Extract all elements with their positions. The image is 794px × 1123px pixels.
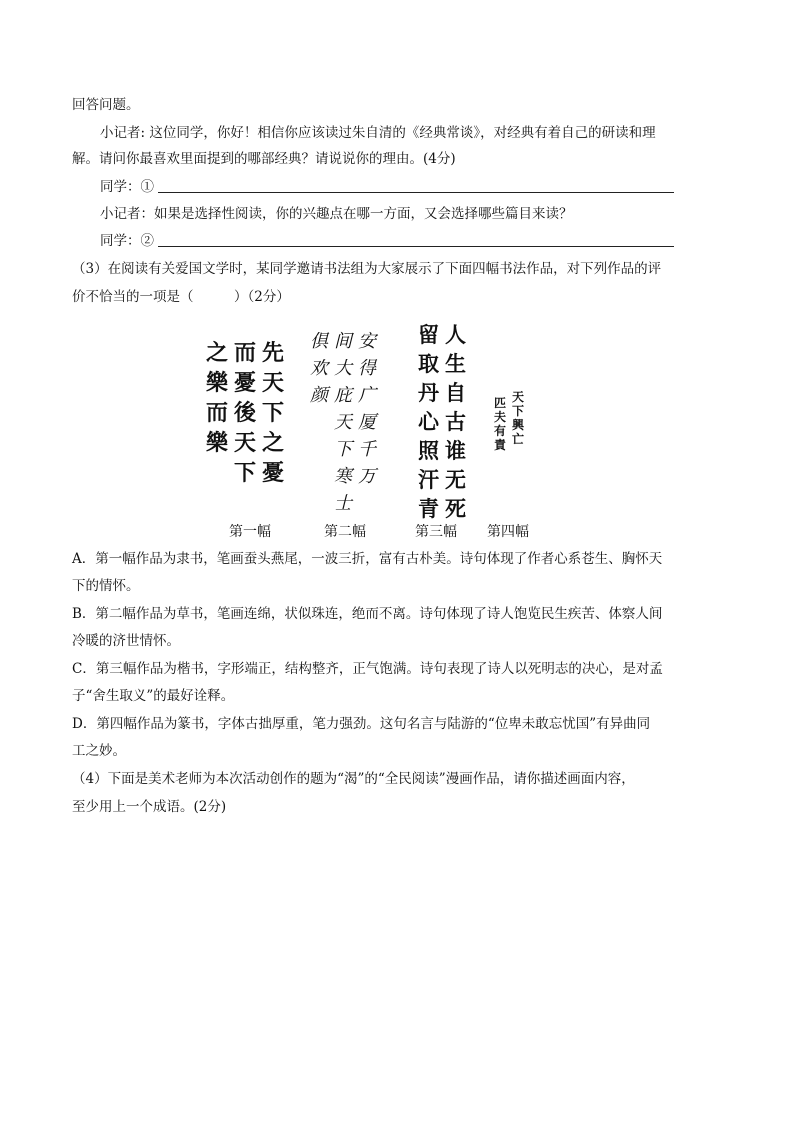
calligraphy-character: 夫 [493,410,506,424]
calligraphy-character: 下 [511,404,524,418]
calligraphy-character: 自 [445,380,466,405]
calligraphy-character: 生 [445,351,466,376]
option-d-cont: 工之妙。 [72,743,126,759]
calligraphy-character: 下 [261,400,284,426]
question-4-line: 至少用上一个成语。(2分) [72,799,227,815]
calligraphy-character: 興 [511,418,524,432]
calligraphy-character: 之 [261,430,284,456]
question-4-line: （4）下面是美术老师为本次活动创作的题为“渴”的“全民阅读”漫画作品，请你描述画面内容， [72,771,635,787]
calligraphy-column [492,396,508,452]
calligraphy-character: 而 [233,340,256,366]
calligraphy-character: 憂 [261,460,284,486]
calligraphy-work-1 [204,338,286,488]
calligraphy-character: 照 [418,438,439,463]
calligraphy-character: 天 [334,412,352,433]
question-3-line: 价不恰当的一项是（ ）（2分） [72,289,290,305]
answer-blank-2[interactable] [158,246,674,247]
calligraphy-character: 而 [205,400,228,426]
calligraphy-character: 庇 [334,385,352,406]
calligraphy-character: 大 [334,358,352,379]
option-c: C．第三幅作品为楷书，字形端正，结构整齐，正气饱满。诗句表现了诗人以死明志的决心，是对孟 [72,661,663,677]
calligraphy-character: 樂 [205,430,228,456]
calligraphy-character: 安 [358,331,376,352]
calligraphy-character: 谁 [445,438,466,463]
option-b: B．第二幅作品为草书，笔画连绵，状似珠连，绝而不离。诗句体现了诗人饱览民生疾苦、体察人间 [72,606,663,622]
calligraphy-character: 責 [493,438,506,452]
option-d: D．第四幅作品为篆书，字体古拙厚重，笔力强劲。这句名言与陆游的“位卑未敢忘忧国”有异曲同 [72,716,651,732]
calligraphy-character: 死 [445,496,466,521]
text-line: 回答问题。 [72,97,140,113]
calligraphy-character: 之 [205,340,228,366]
option-a: A．第一幅作品为隶书，笔画蚕头燕尾，一波三折，富有古朴美。诗句体现了作者心系苍生、胸怀天 [72,551,663,567]
calligraphy-character: 士 [334,493,352,514]
caption-work-3: 第三幅 [415,524,457,540]
calligraphy-character: 匹 [493,396,506,410]
calligraphy-character: 得 [358,358,376,379]
caption-work-2: 第二幅 [324,524,366,540]
calligraphy-character: 丹 [418,380,439,405]
calligraphy-character: 天 [233,430,256,456]
calligraphy-character: 欢 [310,358,328,379]
calligraphy-character: 憂 [233,370,256,396]
question-3-line: （3）在阅读有关爱国文学时，某同学邀请书法组为大家展示了下面四幅书法作品，对下列作品的评 [72,261,662,277]
calligraphy-character: 樂 [205,370,228,396]
calligraphy-character: 古 [445,409,466,434]
calligraphy-character: 寒 [334,466,352,487]
calligraphy-column [232,338,258,488]
option-b-cont: 冷暖的济世情怀。 [72,633,180,649]
calligraphy-character: 亡 [511,432,524,446]
calligraphy-character: 天 [511,390,524,404]
calligraphy-character: 无 [445,467,466,492]
answer-label-1: 同学：① [100,179,154,195]
calligraphy-character: 有 [493,424,506,438]
calligraphy-character: 後 [233,400,256,426]
calligraphy-character: 广 [358,385,376,406]
calligraphy-character: 取 [418,351,439,376]
calligraphy-work-2 [308,328,378,517]
calligraphy-character: 天 [261,370,284,396]
calligraphy-character: 下 [334,439,352,460]
calligraphy-column [332,328,354,517]
calligraphy-character: 颜 [310,385,328,406]
calligraphy-character: 下 [233,460,256,486]
calligraphy-character: 人 [445,322,466,347]
calligraphy-character: 厦 [358,412,376,433]
option-a-cont: 下的情怀。 [72,578,140,594]
calligraphy-column [204,338,230,488]
text-line: 小记者：如果是选择性阅读，你的兴趣点在哪一方面，又会选择哪些篇目来读？ [100,206,573,222]
text-line: 解。请问你最喜欢里面提到的哪部经典？请说说你的理由。(4分) [72,151,456,167]
calligraphy-column [443,320,468,523]
answer-blank-1[interactable] [158,192,674,193]
option-c-cont: 子“舍生取义”的最好诠释。 [72,688,235,704]
text-line: 小记者: 这位同学，你好！相信你应该读过朱自清的《经典常谈》，对经典有着自己的研读和理 [100,125,656,141]
calligraphy-character: 万 [358,466,376,487]
calligraphy-character: 汗 [418,467,439,492]
calligraphy-work-4 [492,390,526,452]
calligraphy-column [510,390,526,452]
calligraphy-work-3 [416,320,468,523]
calligraphy-column [308,328,330,517]
caption-work-4: 第四幅 [487,524,529,540]
calligraphy-column [416,320,441,523]
answer-label-2: 同学：② [100,233,154,249]
calligraphy-character: 先 [261,340,284,366]
calligraphy-character: 留 [418,322,439,347]
calligraphy-character: 心 [418,409,439,434]
calligraphy-character: 千 [358,439,376,460]
calligraphy-column [356,328,378,517]
calligraphy-character: 青 [418,496,439,521]
caption-work-1: 第一幅 [229,524,271,540]
calligraphy-character: 间 [334,331,352,352]
calligraphy-column [260,338,286,488]
calligraphy-character: 俱 [310,331,328,352]
